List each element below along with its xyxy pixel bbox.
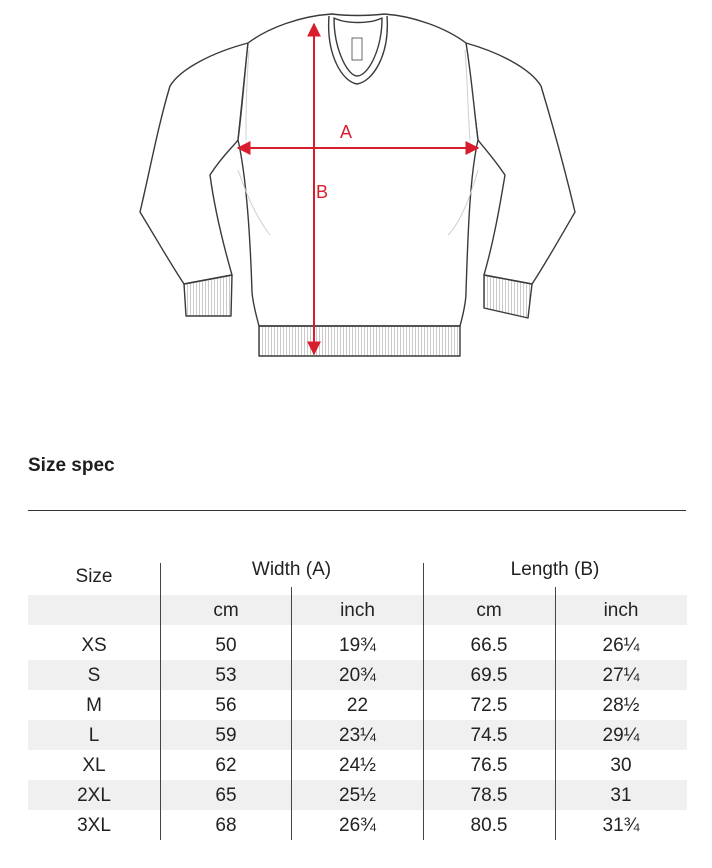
size-cell: L bbox=[88, 725, 100, 746]
width-cm-cell: 62 bbox=[215, 755, 237, 776]
column-divider bbox=[291, 587, 292, 840]
column-divider bbox=[555, 587, 556, 840]
unit-inch-length: inch bbox=[603, 600, 639, 621]
unit-cm-length: cm bbox=[476, 600, 502, 621]
table-row bbox=[28, 780, 687, 810]
length-cm-cell: 76.5 bbox=[470, 755, 508, 776]
column-divider bbox=[160, 563, 161, 840]
sweatshirt-outline bbox=[140, 14, 575, 356]
table-row bbox=[28, 720, 687, 750]
width-cm-cell: 53 bbox=[215, 665, 237, 686]
table-row bbox=[28, 660, 687, 690]
length-inch-cell: 30 bbox=[610, 755, 632, 776]
label-b: B bbox=[316, 182, 329, 202]
divider bbox=[28, 510, 686, 511]
width-inch-cell: 20¾ bbox=[339, 665, 376, 686]
table-row bbox=[28, 750, 687, 780]
size-cell: 2XL bbox=[77, 785, 111, 806]
unit-inch-width: inch bbox=[340, 600, 375, 621]
length-cm-cell: 72.5 bbox=[470, 695, 508, 716]
width-inch-cell: 24½ bbox=[339, 755, 376, 776]
width-header: Width (A) bbox=[251, 559, 332, 580]
size-cell: M bbox=[86, 695, 102, 716]
size-spec-table bbox=[28, 555, 687, 845]
length-inch-cell: 29¼ bbox=[602, 725, 640, 746]
width-inch-cell: 19¾ bbox=[339, 635, 376, 656]
length-inch-cell: 31¾ bbox=[602, 815, 640, 836]
size-cell: XL bbox=[82, 755, 106, 776]
width-cm-cell: 59 bbox=[215, 725, 237, 746]
neck-tag bbox=[352, 38, 362, 60]
units-row bbox=[28, 595, 687, 625]
width-inch-cell: 26¾ bbox=[339, 815, 376, 836]
width-cm-cell: 56 bbox=[215, 695, 237, 716]
label-a: A bbox=[340, 122, 353, 142]
sweatshirt-diagram bbox=[0, 0, 712, 400]
length-cm-cell: 69.5 bbox=[470, 665, 508, 686]
length-inch-cell: 28½ bbox=[602, 695, 640, 716]
length-header: Length (B) bbox=[510, 559, 600, 580]
unit-cm-width: cm bbox=[213, 600, 239, 621]
width-inch-cell: 22 bbox=[346, 695, 369, 716]
width-cm-cell: 65 bbox=[215, 785, 237, 806]
length-cm-cell: 80.5 bbox=[470, 815, 508, 836]
column-divider bbox=[423, 563, 424, 840]
length-inch-cell: 27¼ bbox=[602, 665, 640, 686]
table-row bbox=[28, 630, 687, 660]
size-cell: XS bbox=[81, 635, 107, 656]
width-cm-cell: 50 bbox=[215, 635, 237, 656]
size-cell: 3XL bbox=[77, 815, 111, 836]
size-cell: S bbox=[87, 665, 101, 686]
size-header: Size bbox=[75, 566, 113, 587]
length-inch-cell: 31 bbox=[610, 785, 632, 806]
length-inch-cell: 26¼ bbox=[602, 635, 640, 656]
table-row bbox=[28, 690, 687, 720]
width-cm-cell: 68 bbox=[215, 815, 237, 836]
length-cm-cell: 74.5 bbox=[470, 725, 508, 746]
length-cm-cell: 66.5 bbox=[470, 635, 508, 656]
width-inch-cell: 23¼ bbox=[339, 725, 376, 746]
table-row bbox=[28, 810, 687, 840]
width-inch-cell: 25½ bbox=[339, 785, 376, 806]
length-cm-cell: 78.5 bbox=[470, 785, 508, 806]
size-spec-title: Size spec bbox=[28, 455, 115, 476]
